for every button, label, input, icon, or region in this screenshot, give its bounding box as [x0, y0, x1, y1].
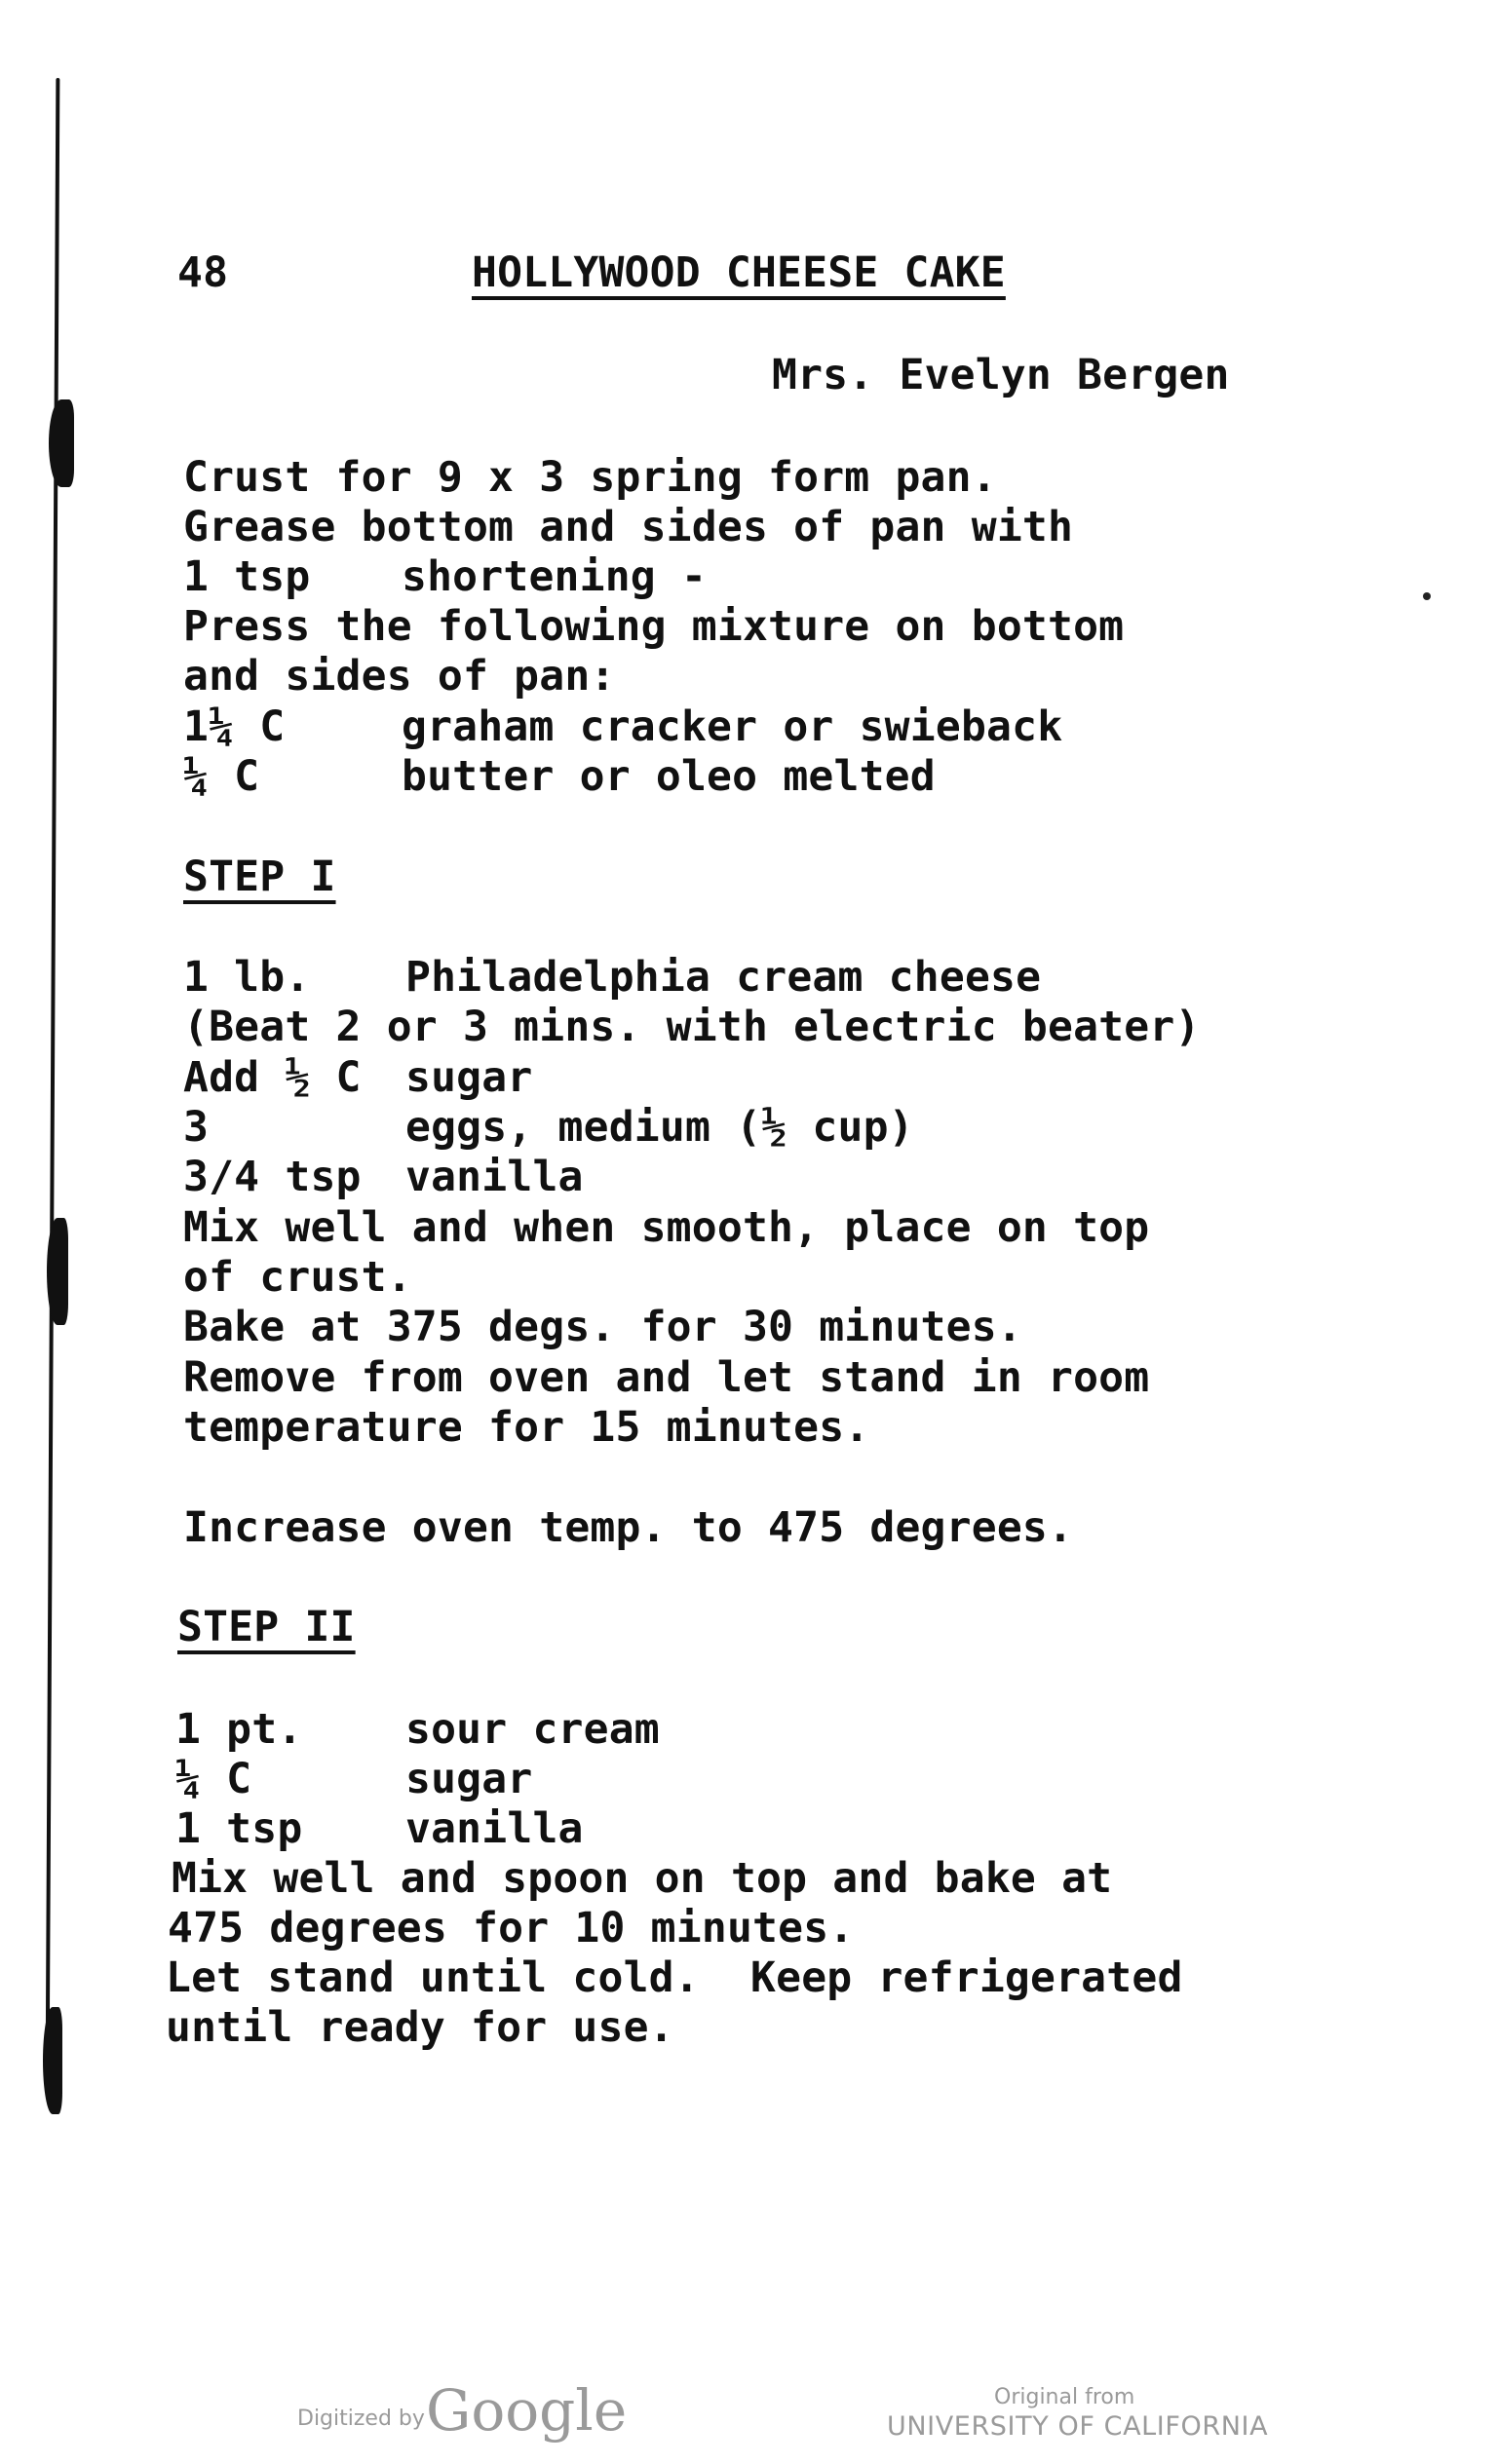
instruction-line: of crust.: [183, 1253, 412, 1302]
ingredient-qty: 1 pt.: [175, 1705, 303, 1754]
ingredient-qty: 1 lb.: [183, 953, 311, 1002]
digitized-by-label: Digitized by: [297, 2407, 425, 2431]
increase-temp-line: Increase oven temp. to 475 degrees.: [183, 1503, 1074, 1552]
binding-mark: [43, 2007, 62, 2114]
binding-edge: [46, 78, 60, 2085]
crust-line: and sides of pan:: [183, 652, 616, 701]
ingredient-qty: 3: [183, 1103, 210, 1152]
ingredient-item: vanilla: [405, 1153, 584, 1201]
ingredient-item: eggs, medium (½ cup): [405, 1103, 914, 1152]
ingredient-qty: 3/4 tsp: [183, 1153, 362, 1201]
ingredient-qty: 1 tsp: [183, 552, 311, 601]
instruction-line: until ready for use.: [166, 2003, 674, 2052]
step-2-heading: STEP II: [177, 1603, 356, 1651]
instruction-line: Bake at 375 degs. for 30 minutes.: [183, 1303, 1022, 1351]
ingredient-item: graham cracker or swieback: [402, 702, 1063, 751]
binding-mark: [47, 1218, 68, 1325]
beat-note: (Beat 2 or 3 mins. with electric beater): [183, 1003, 1201, 1051]
ingredient-item: sugar: [405, 1053, 533, 1102]
ingredient-item: sugar: [405, 1755, 533, 1803]
page-number: 48: [177, 248, 229, 297]
ingredient-qty: 1¼ C: [183, 702, 286, 751]
ingredient-qty: ¼ C: [175, 1755, 252, 1803]
binding-mark: [49, 399, 74, 487]
crust-line: Crust for 9 x 3 spring form pan.: [183, 453, 997, 502]
ingredient-item: sour cream: [405, 1705, 660, 1754]
scan-speck: [1423, 592, 1431, 600]
ingredient-qty: 1 tsp: [175, 1804, 303, 1853]
crust-line: Grease bottom and sides of pan with: [183, 503, 1074, 551]
ingredient-item: shortening -: [402, 552, 708, 601]
step-1-heading: STEP I: [183, 853, 336, 901]
ingredient-item: vanilla: [405, 1804, 584, 1853]
instruction-line: Mix well and when smooth, place on top: [183, 1203, 1150, 1252]
instruction-line: 475 degrees for 10 minutes.: [168, 1904, 855, 1952]
ingredient-item: butter or oleo melted: [402, 752, 936, 801]
instruction-line: Remove from oven and let stand in room: [183, 1353, 1150, 1402]
instruction-line: Mix well and spoon on top and bake at: [172, 1854, 1113, 1903]
page-title: HOLLYWOOD CHEESE CAKE: [472, 248, 1006, 297]
instruction-line: Let stand until cold. Keep refrigerated: [166, 1953, 1183, 2002]
google-logo: Google: [426, 2377, 628, 2444]
university-label: UNIVERSITY OF CALIFORNIA: [887, 2411, 1269, 2442]
crust-line: Press the following mixture on bottom: [183, 602, 1125, 651]
original-from-label: Original from: [994, 2385, 1135, 2409]
recipe-author: Mrs. Evelyn Bergen: [772, 351, 1230, 399]
instruction-line: temperature for 15 minutes.: [183, 1403, 870, 1452]
ingredient-item: Philadelphia cream cheese: [405, 953, 1042, 1002]
ingredient-qty: ¼ C: [183, 752, 260, 801]
ingredient-qty: Add ½ C: [183, 1053, 362, 1102]
